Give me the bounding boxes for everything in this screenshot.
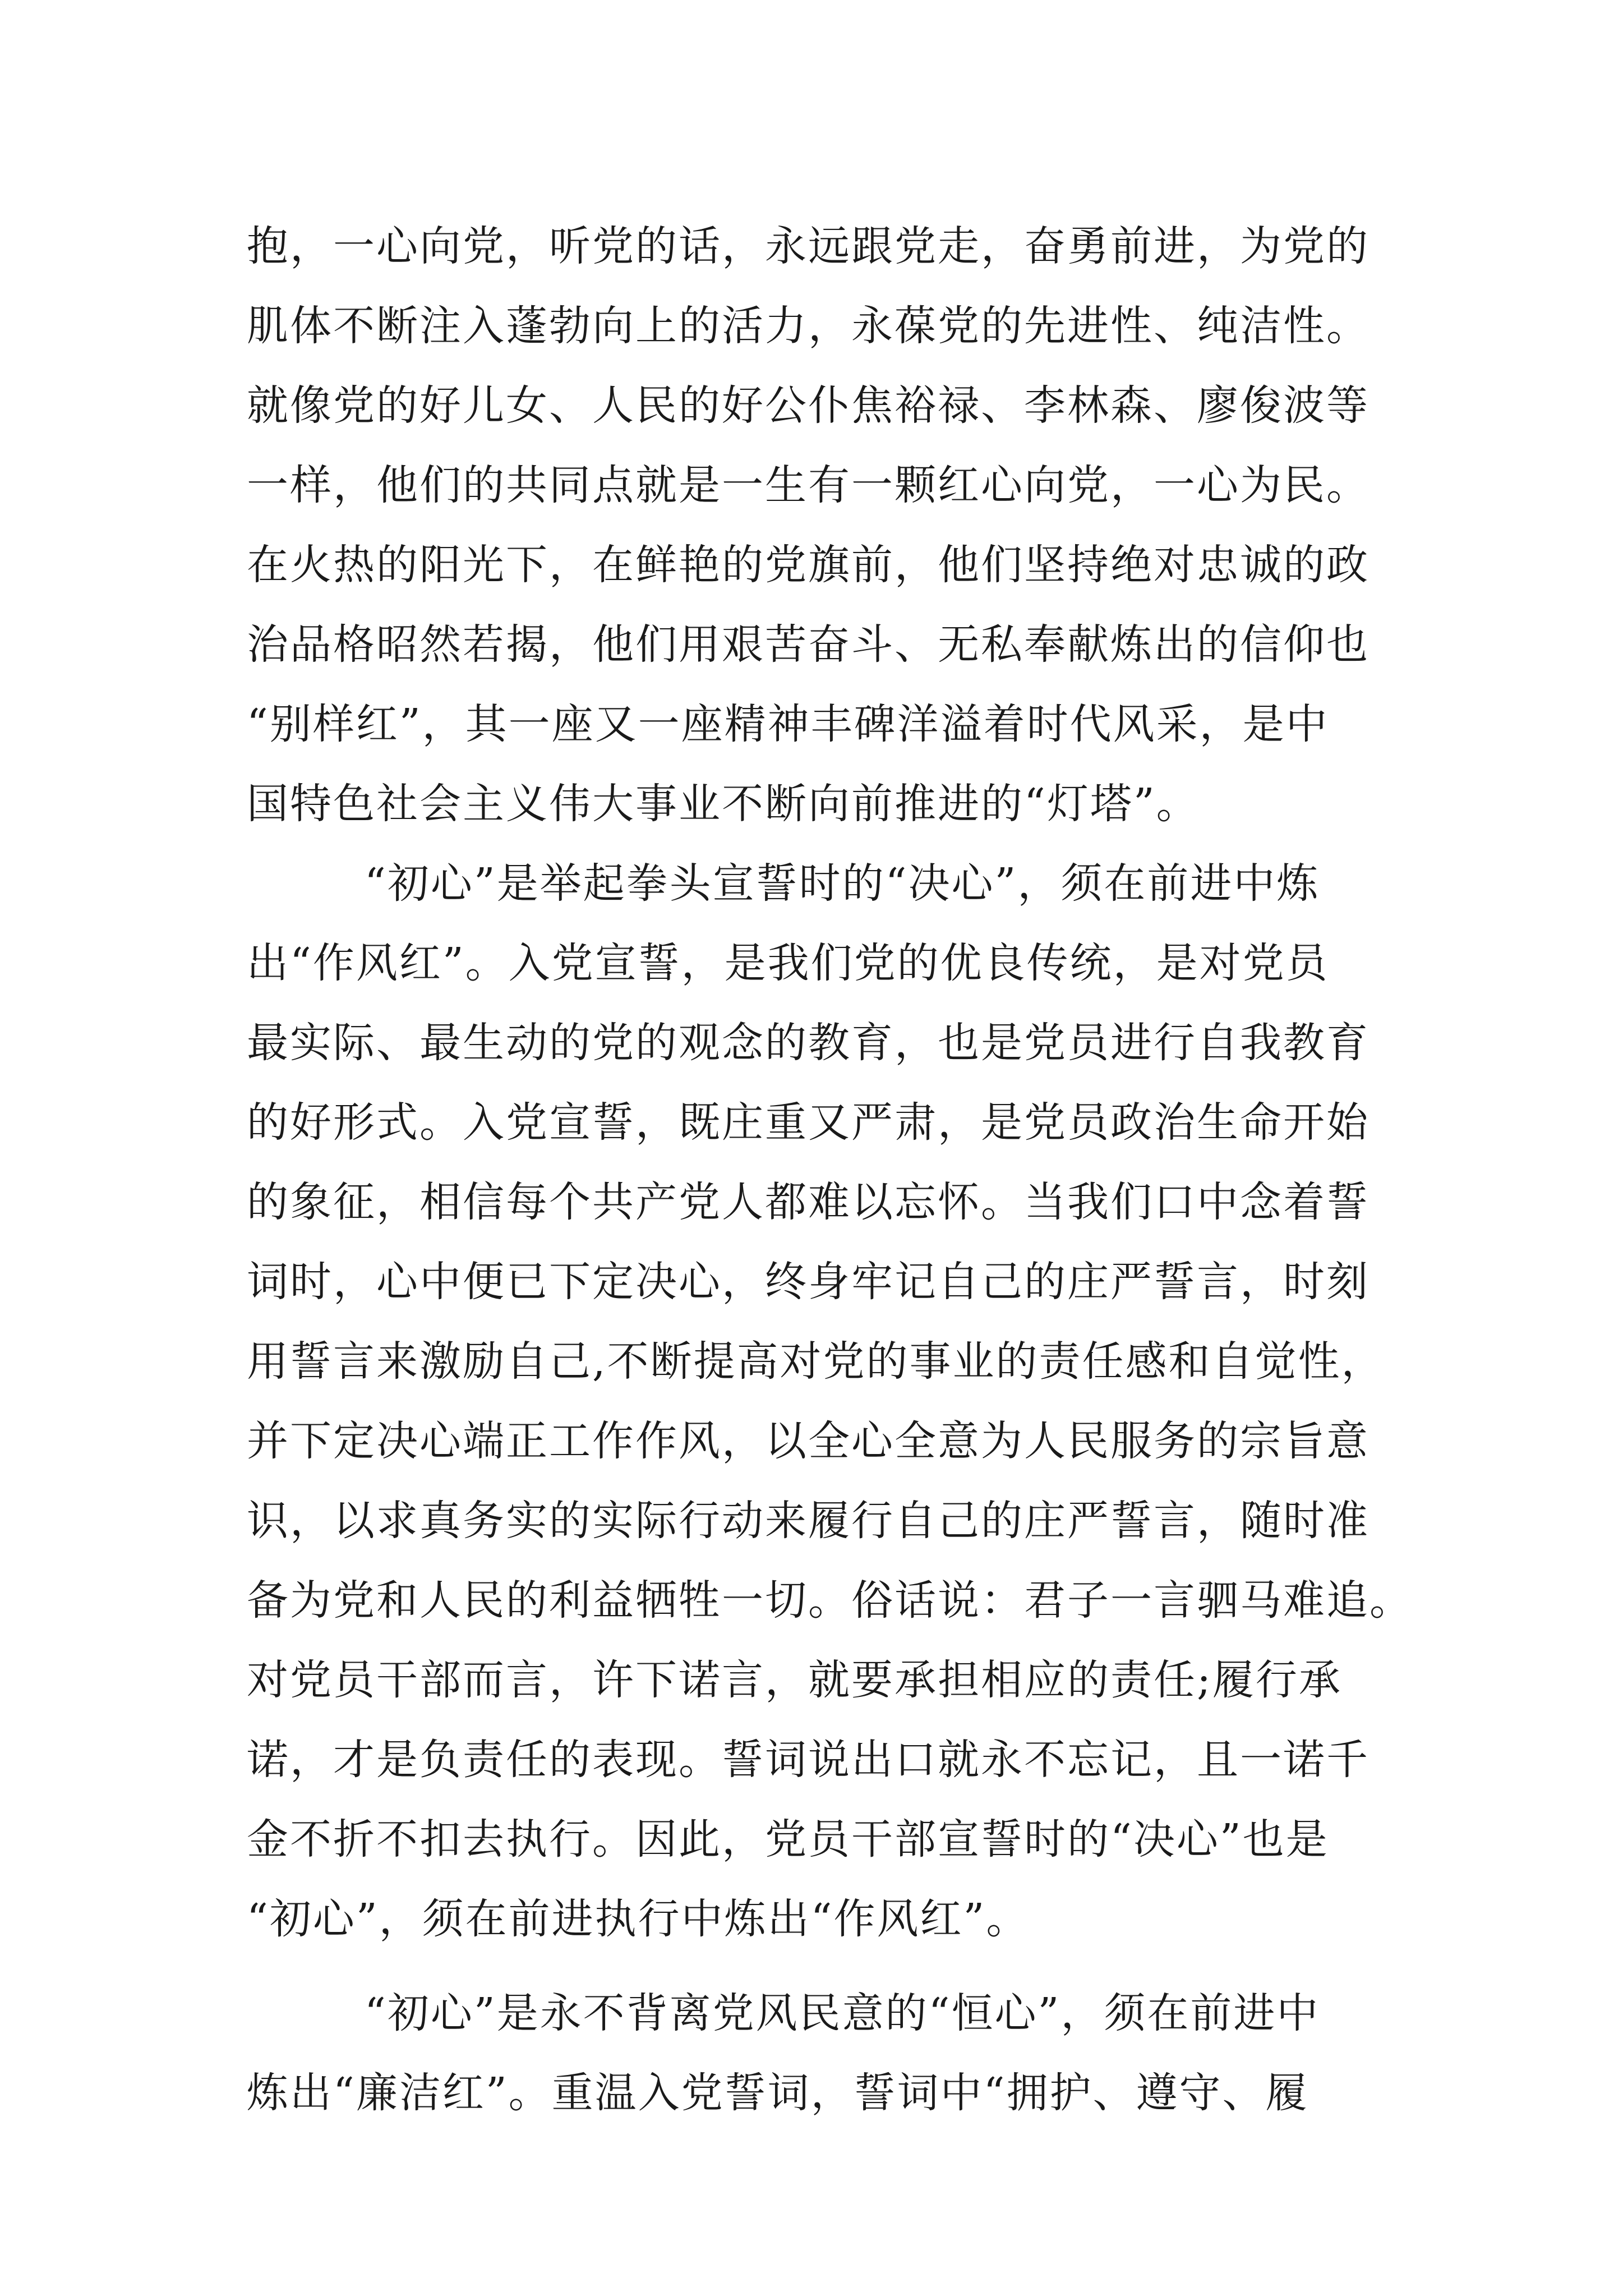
- paragraph-1: [247, 206, 1419, 844]
- text-line: 抱，一心向党，听党的话，永远跟党走，奋勇前进，为党的: [247, 222, 1370, 270]
- text-line: 并下定决心端正工作作风，以全心全意为人民服务的宗旨意: [247, 1417, 1370, 1465]
- text-line: 的象征，相信每个共产党人都难以忘怀。当我们口中念着誓: [247, 1178, 1370, 1226]
- text-line: “初心”是永不背离党风民意的“恒心”，须在前进中: [365, 1989, 1320, 2037]
- text-line: 出“作风红”。入党宣誓，是我们党的优良传统，是对党员: [247, 939, 1329, 987]
- text-line: “初心”，须在前进执行中炼出“作风红”。: [247, 1895, 1030, 1943]
- text-line: 炼出“廉洁红”。重温入党誓词，誓词中“拥护、遵守、履: [247, 2069, 1309, 2117]
- text-line: 词时，心中便已下定决心，终身牢记自己的庄严誓言，时刻: [247, 1258, 1370, 1306]
- text-line: 备为党和人民的利益牺牲一切。俗话说：君子一言驷马难追。: [247, 1576, 1413, 1625]
- text-line: 就像党的好儿女、人民的好公仆焦裕禄、李林森、廖俊波等: [247, 381, 1370, 430]
- document-body: [247, 206, 1419, 2133]
- text-line: 治品格昭然若揭，他们用艰苦奋斗、无私奉献炼出的信仰也: [247, 620, 1370, 669]
- text-line: 识，以求真务实的实际行动来履行自己的庄严誓言，随时准: [247, 1497, 1370, 1545]
- paragraph-3: [247, 1973, 1419, 2133]
- text-line: 用誓言来激励自己,不断提高对党的事业的责任感和自觉性，: [247, 1337, 1385, 1386]
- text-line: 肌体不断注入蓬勃向上的活力，永葆党的先进性、纯洁性。: [247, 302, 1370, 350]
- paragraph-gap: [247, 1959, 1419, 1973]
- text-line: 对党员干部而言，许下诺言，就要承担相应的责任;履行承: [247, 1656, 1342, 1704]
- text-line: 的好形式。入党宣誓，既庄重又严肃，是党员政治生命开始: [247, 1098, 1370, 1147]
- text-line: 在火热的阳光下，在鲜艳的党旗前，他们坚持绝对忠诚的政: [247, 541, 1370, 589]
- text-line: “别样红”，其一座又一座精神丰碑洋溢着时代风采，是中: [247, 700, 1329, 748]
- text-line: 国特色社会主义伟大事业不断向前推进的“灯塔”。: [247, 780, 1200, 828]
- text-line: 诺，才是负责任的表现。誓词说出口就永不忘记，且一诺千: [247, 1736, 1370, 1784]
- text-line: 一样，他们的共同点就是一生有一颗红心向党，一心为民。: [247, 461, 1370, 509]
- paragraph-2: [247, 844, 1419, 1959]
- text-line: “初心”是举起拳头宣誓时的“决心”，须在前进中炼: [365, 859, 1320, 908]
- text-line: 金不折不扣去执行。因此，党员干部宣誓时的“决心”也是: [247, 1815, 1329, 1864]
- text-line: 最实际、最生动的党的观念的教育，也是党员进行自我教育: [247, 1019, 1370, 1067]
